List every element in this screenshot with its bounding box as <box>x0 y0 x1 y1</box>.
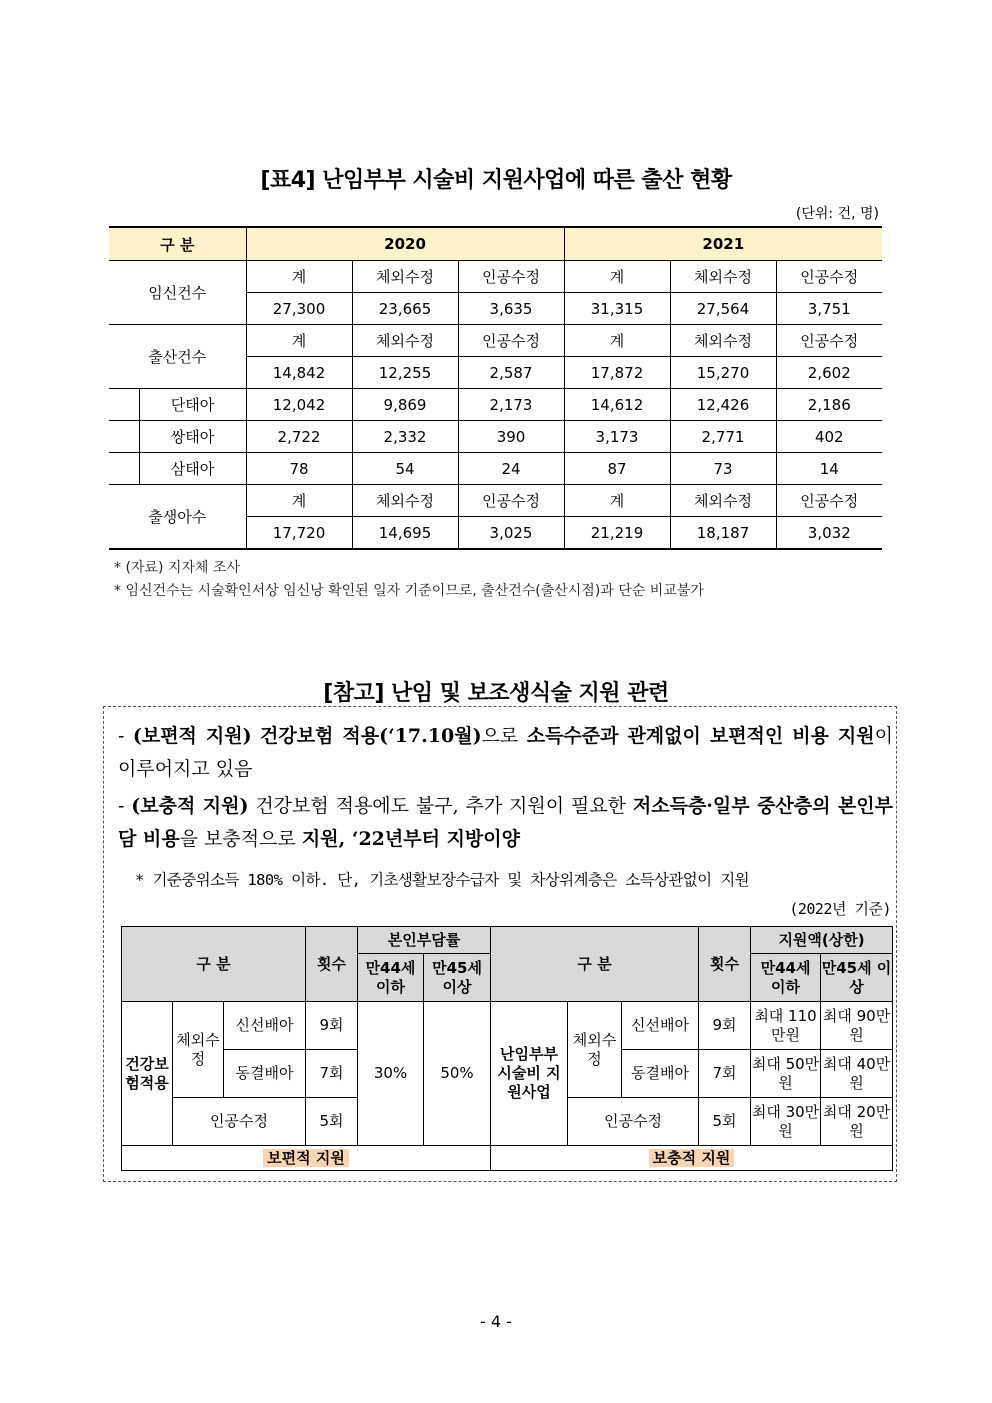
left-fresh-count: 9회 <box>306 1002 358 1050</box>
left-ivf: 체외수정 <box>173 1002 224 1098</box>
indent-cell <box>109 453 139 485</box>
right-frozen-count: 7회 <box>699 1050 751 1098</box>
row-label-triplet: 삼태아 <box>139 453 246 485</box>
right-ai: 인공수정 <box>568 1098 699 1146</box>
cell: 14,842 <box>246 357 352 389</box>
cell: 17,720 <box>246 517 352 550</box>
bullet-text: 건강보험 적용에도 불구, 추가 지원이 필요한 <box>248 795 633 817</box>
cell: 14 <box>776 453 882 485</box>
row-label-twin: 쌍태아 <box>139 421 246 453</box>
right-header-count: 횟수 <box>699 927 751 1002</box>
row-label-single: 단태아 <box>139 389 246 421</box>
table4-title: [표4] 난임부부 시술비 지원사업에 따른 출산 현황 <box>260 168 732 193</box>
source-note: * (자료) 지자체 조사 <box>114 560 240 576</box>
cell: 87 <box>564 453 670 485</box>
bullet-text: 이 이루어지고 있음 <box>118 725 894 780</box>
sub-ai: 인공수정 <box>776 485 882 517</box>
right-fresh-under44: 최대 110만원 <box>751 1002 821 1050</box>
cell: 3,173 <box>564 421 670 453</box>
sub-total: 계 <box>564 485 670 517</box>
right-over45: 만45세 이상 <box>821 954 893 1002</box>
cell: 3,751 <box>776 293 882 325</box>
cell: 2,587 <box>458 357 564 389</box>
bullet-keyword: 저소득층·일부 중산층의 본인부담 비용 <box>118 795 893 850</box>
income-criteria-note: * 기준중위소득 180% 이하. 단, 기초생활보장수급자 및 차상위계층은 소득상관없이 지원 <box>135 871 750 889</box>
right-fresh-count: 9회 <box>699 1002 751 1050</box>
page-number: - 4 - <box>480 1312 512 1331</box>
right-frozen-under44: 최대 50만원 <box>751 1050 821 1098</box>
right-ivf: 체외수정 <box>568 1002 622 1098</box>
cell: 31,315 <box>564 293 670 325</box>
sub-total: 계 <box>246 261 352 293</box>
cell: 3,635 <box>458 293 564 325</box>
sub-ai: 인공수정 <box>776 261 882 293</box>
cell: 3,025 <box>458 517 564 550</box>
left-frozen: 동결배아 <box>224 1050 306 1098</box>
left-rate-under44: 30% <box>358 1002 424 1146</box>
right-group: 난임부부 시술비 지원사업 <box>491 1002 568 1146</box>
bullet-keyword: (보충적 지원) <box>131 795 249 817</box>
cell: 27,300 <box>246 293 352 325</box>
cell: 24 <box>458 453 564 485</box>
right-footer <box>491 1146 893 1171</box>
left-footer <box>122 1146 491 1171</box>
cell: 2,332 <box>352 421 458 453</box>
left-group: 건강보험적용 <box>122 1002 173 1146</box>
cell: 17,872 <box>564 357 670 389</box>
header-2021: 2021 <box>564 227 882 261</box>
sub-ai: 인공수정 <box>458 485 564 517</box>
bullet-supplementary-support <box>118 790 893 856</box>
bullet-keyword: 소득수준과 관계없이 보편적인 비용 지원 <box>526 725 875 747</box>
left-fresh: 신선배아 <box>224 1002 306 1050</box>
cell: 390 <box>458 421 564 453</box>
sub-ivf: 체외수정 <box>352 485 458 517</box>
sub-ai: 인공수정 <box>458 261 564 293</box>
left-rate-over45: 50% <box>424 1002 491 1146</box>
cell: 2,186 <box>776 389 882 421</box>
left-header-category: 구 분 <box>122 927 306 1002</box>
right-frozen-over45: 최대 40만원 <box>821 1050 893 1098</box>
right-header-support: 지원액(상한) <box>751 927 893 954</box>
right-ai-count: 5회 <box>699 1098 751 1146</box>
cell: 14,612 <box>564 389 670 421</box>
sub-ivf: 체외수정 <box>670 325 776 357</box>
cell: 14,695 <box>352 517 458 550</box>
support-comparison-table <box>121 926 893 1171</box>
reference-title: [참고] 난임 및 보조생식술 지원 관련 <box>323 681 669 706</box>
cell: 54 <box>352 453 458 485</box>
cell: 15,270 <box>670 357 776 389</box>
cell: 23,665 <box>352 293 458 325</box>
row-label-delivery: 출산건수 <box>109 325 246 389</box>
bullet-text <box>252 725 260 747</box>
row-label-pregnancy: 임신건수 <box>109 261 246 325</box>
right-ai-under44: 최대 30만원 <box>751 1098 821 1146</box>
bullet-dash: - <box>118 725 125 747</box>
left-ai-count: 5회 <box>306 1098 358 1146</box>
cell: 12,426 <box>670 389 776 421</box>
bullet-text: 을 보충적으로 <box>179 828 302 850</box>
cell: 12,042 <box>246 389 352 421</box>
indent-cell <box>109 389 139 421</box>
sub-total: 계 <box>564 325 670 357</box>
bullet-keyword: (보편적 지원) <box>132 725 252 747</box>
right-header-category: 구 분 <box>491 927 699 1002</box>
right-frozen: 동결배아 <box>622 1050 699 1098</box>
sub-ivf: 체외수정 <box>352 261 458 293</box>
right-fresh: 신선배아 <box>622 1002 699 1050</box>
bullet-text: 으로 <box>481 725 527 747</box>
year-basis-note: (2022년 기준) <box>789 900 891 918</box>
right-under44: 만44세 이하 <box>751 954 821 1002</box>
left-frozen-count: 7회 <box>306 1050 358 1098</box>
supplementary-support-label: 보충적 지원 <box>649 1149 735 1167</box>
cell: 402 <box>776 421 882 453</box>
sub-ivf: 체외수정 <box>670 261 776 293</box>
left-header-count: 횟수 <box>306 927 358 1002</box>
cell: 2,771 <box>670 421 776 453</box>
bullet-keyword: 건강보험 적용(‘17.10월) <box>260 725 482 747</box>
cell: 9,869 <box>352 389 458 421</box>
cell: 21,219 <box>564 517 670 550</box>
sub-total: 계 <box>564 261 670 293</box>
left-over45: 만45세 이상 <box>424 954 491 1002</box>
comparison-note: * 임신건수는 시술확인서상 임신낭 확인된 일자 기준이므로, 출산건수(출산시점)과 단순 비교불가 <box>114 583 704 599</box>
row-label-births: 출생아수 <box>109 485 246 550</box>
birth-status-table <box>109 226 882 550</box>
header-category: 구 분 <box>109 227 246 261</box>
cell: 27,564 <box>670 293 776 325</box>
unit-label: (단위: 건, 명) <box>795 206 879 222</box>
left-ai: 인공수정 <box>173 1098 306 1146</box>
bullet-dash: - <box>118 795 125 817</box>
cell: 3,032 <box>776 517 882 550</box>
left-header-burden: 본인부담률 <box>358 927 491 954</box>
sub-total: 계 <box>246 325 352 357</box>
sub-total: 계 <box>246 485 352 517</box>
cell: 12,255 <box>352 357 458 389</box>
cell: 73 <box>670 453 776 485</box>
bullet-keyword: 지원, ‘22년부터 지방이양 <box>301 828 520 850</box>
sub-ivf: 체외수정 <box>670 485 776 517</box>
right-fresh-over45: 최대 90만원 <box>821 1002 893 1050</box>
indent-cell <box>109 421 139 453</box>
header-2020: 2020 <box>246 227 564 261</box>
universal-support-label: 보편적 지원 <box>263 1149 349 1167</box>
sub-ivf: 체외수정 <box>352 325 458 357</box>
cell: 2,173 <box>458 389 564 421</box>
right-ai-over45: 최대 20만원 <box>821 1098 893 1146</box>
left-under44: 만44세 이하 <box>358 954 424 1002</box>
cell: 2,602 <box>776 357 882 389</box>
sub-ai: 인공수정 <box>776 325 882 357</box>
cell: 2,722 <box>246 421 352 453</box>
cell: 18,187 <box>670 517 776 550</box>
sub-ai: 인공수정 <box>458 325 564 357</box>
cell: 78 <box>246 453 352 485</box>
bullet-universal-support <box>118 720 893 786</box>
